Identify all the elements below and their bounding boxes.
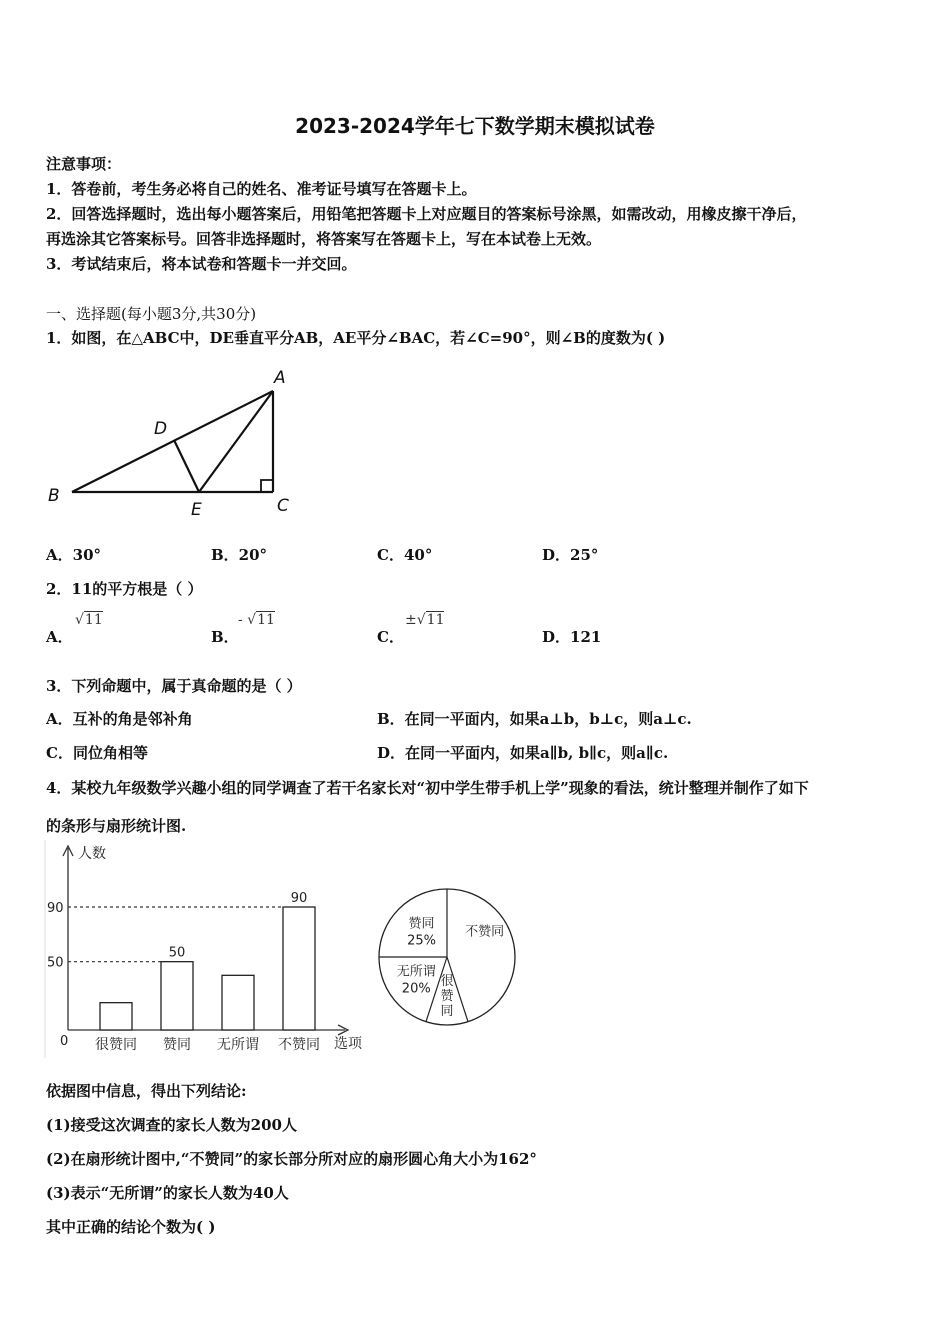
q3-option-a: A．互补的角是邻补角 — [46, 710, 193, 728]
q1-stem: 1．如图，在△ABC中，DE垂直平分AB，AE平分∠BAC，若∠C=90°，则∠B的度数为( ) — [46, 329, 666, 347]
label-c: C — [277, 496, 289, 516]
q2-option-c: C． — [377, 628, 404, 646]
q2-option-a: A． — [46, 628, 73, 646]
q4-conclusions-heading: 依据图中信息，得出下列结论: — [46, 1082, 247, 1100]
x-tick-赞同: 赞同 — [163, 1037, 191, 1053]
q4-stem-line1: 4．某校九年级数学兴趣小组的同学调查了若干名家长对“初中学生带手机上学”现象的看法，统计整理并制作了如下 — [46, 779, 809, 797]
q2-stem: 2．11的平方根是（ ） — [46, 580, 203, 598]
q4-stem-line2: 的条形与扇形统计图. — [46, 817, 187, 835]
notes-heading: 注意事项： — [46, 155, 122, 173]
section-heading: 一、选择题(每小题3分,共30分) — [46, 305, 257, 323]
q3-option-b: B．在同一平面内，如果a⊥b，b⊥c，则a⊥c. — [377, 710, 692, 728]
label-a: A — [274, 368, 286, 388]
notes-item-1: 1．答卷前，考生务必将自己的姓名、准考证号填写在答题卡上。 — [46, 180, 477, 198]
q1-option-a: A．30° — [46, 546, 102, 564]
q3-stem: 3．下列命题中，属于真命题的是（ ） — [46, 677, 302, 695]
pie-percent-赞同: 25% — [407, 933, 436, 949]
notes-item-3: 3．考试结束后，将本试卷和答题卡一并交回。 — [46, 255, 357, 273]
q4-final: 其中正确的结论个数为( ) — [46, 1218, 216, 1236]
y-axis-label: 人数 — [78, 846, 106, 862]
q2-option-d: D．121 — [542, 628, 602, 646]
pie-label-无所谓: 无所谓 — [396, 964, 436, 980]
y-tick-50: 50 — [47, 955, 64, 971]
x-axis-label: 选项 — [334, 1036, 362, 1052]
pie-label-赞同: 赞同 — [408, 916, 435, 932]
segment-ae — [199, 391, 273, 492]
bar-赞同 — [161, 962, 193, 1030]
x-tick-无所谓: 无所谓 — [217, 1037, 259, 1053]
label-d: D — [154, 419, 168, 439]
q2-option-c-value: ±√11 — [405, 612, 445, 628]
q4-conclusion-2: (2)在扇形统计图中,“不赞同”的家长部分所对应的扇形圆心角大小为162° — [46, 1150, 537, 1168]
y-tick-0: 0 — [60, 1034, 69, 1049]
segment-ab — [72, 391, 273, 492]
q2-option-a-value: √11 — [75, 612, 103, 628]
q2-option-b-value: - √11 — [238, 612, 275, 628]
pie-label-很赞同: 很赞同 — [440, 974, 454, 1019]
pie-label-不赞同: 不赞同 — [465, 924, 505, 940]
bar-很赞同 — [100, 1003, 132, 1030]
bar-不赞同 — [283, 907, 315, 1030]
page-title: 2023-2024学年七下数学期末模拟试卷 — [295, 114, 655, 138]
data-label-不赞同: 90 — [290, 891, 308, 906]
pie-chart — [372, 882, 522, 1032]
q4-conclusion-1: (1)接受这次调查的家长人数为200人 — [46, 1116, 297, 1134]
right-angle-mark — [261, 480, 273, 492]
x-tick-不赞同: 不赞同 — [278, 1037, 320, 1053]
pie-percent-无所谓: 20% — [401, 981, 431, 997]
q1-option-b: B．20° — [211, 546, 268, 564]
q1-option-d: D．25° — [542, 546, 599, 564]
notes-item-2: 2．回答选择题时，选出每小题答案后，用铅笔把答题卡上对应题目的答案标号涂黑，如需改动，用橡皮擦干净后， — [46, 205, 807, 223]
label-b: B — [48, 486, 60, 506]
q3-option-c: C．同位角相等 — [46, 744, 148, 762]
q1-triangle-figure — [40, 360, 310, 525]
bar-无所谓 — [222, 975, 254, 1030]
q2-option-b: B． — [211, 628, 239, 646]
q1-option-c: C．40° — [377, 546, 433, 564]
data-label-赞同: 50 — [168, 945, 186, 961]
q4-conclusion-3: (3)表示“无所谓”的家长人数为40人 — [46, 1184, 289, 1202]
notes-item-2-cont: 再选涂其它答案标号。回答非选择题时，将答案写在答题卡上，写在本试卷上无效。 — [46, 230, 602, 248]
y-tick-90: 90 — [47, 901, 64, 916]
label-e: E — [191, 500, 202, 520]
x-tick-很赞同: 很赞同 — [95, 1037, 137, 1053]
bar-chart — [40, 840, 375, 1060]
segment-de — [174, 440, 199, 492]
q3-option-d: D．在同一平面内，如果a∥b, b∥c，则a∥c. — [377, 744, 669, 762]
